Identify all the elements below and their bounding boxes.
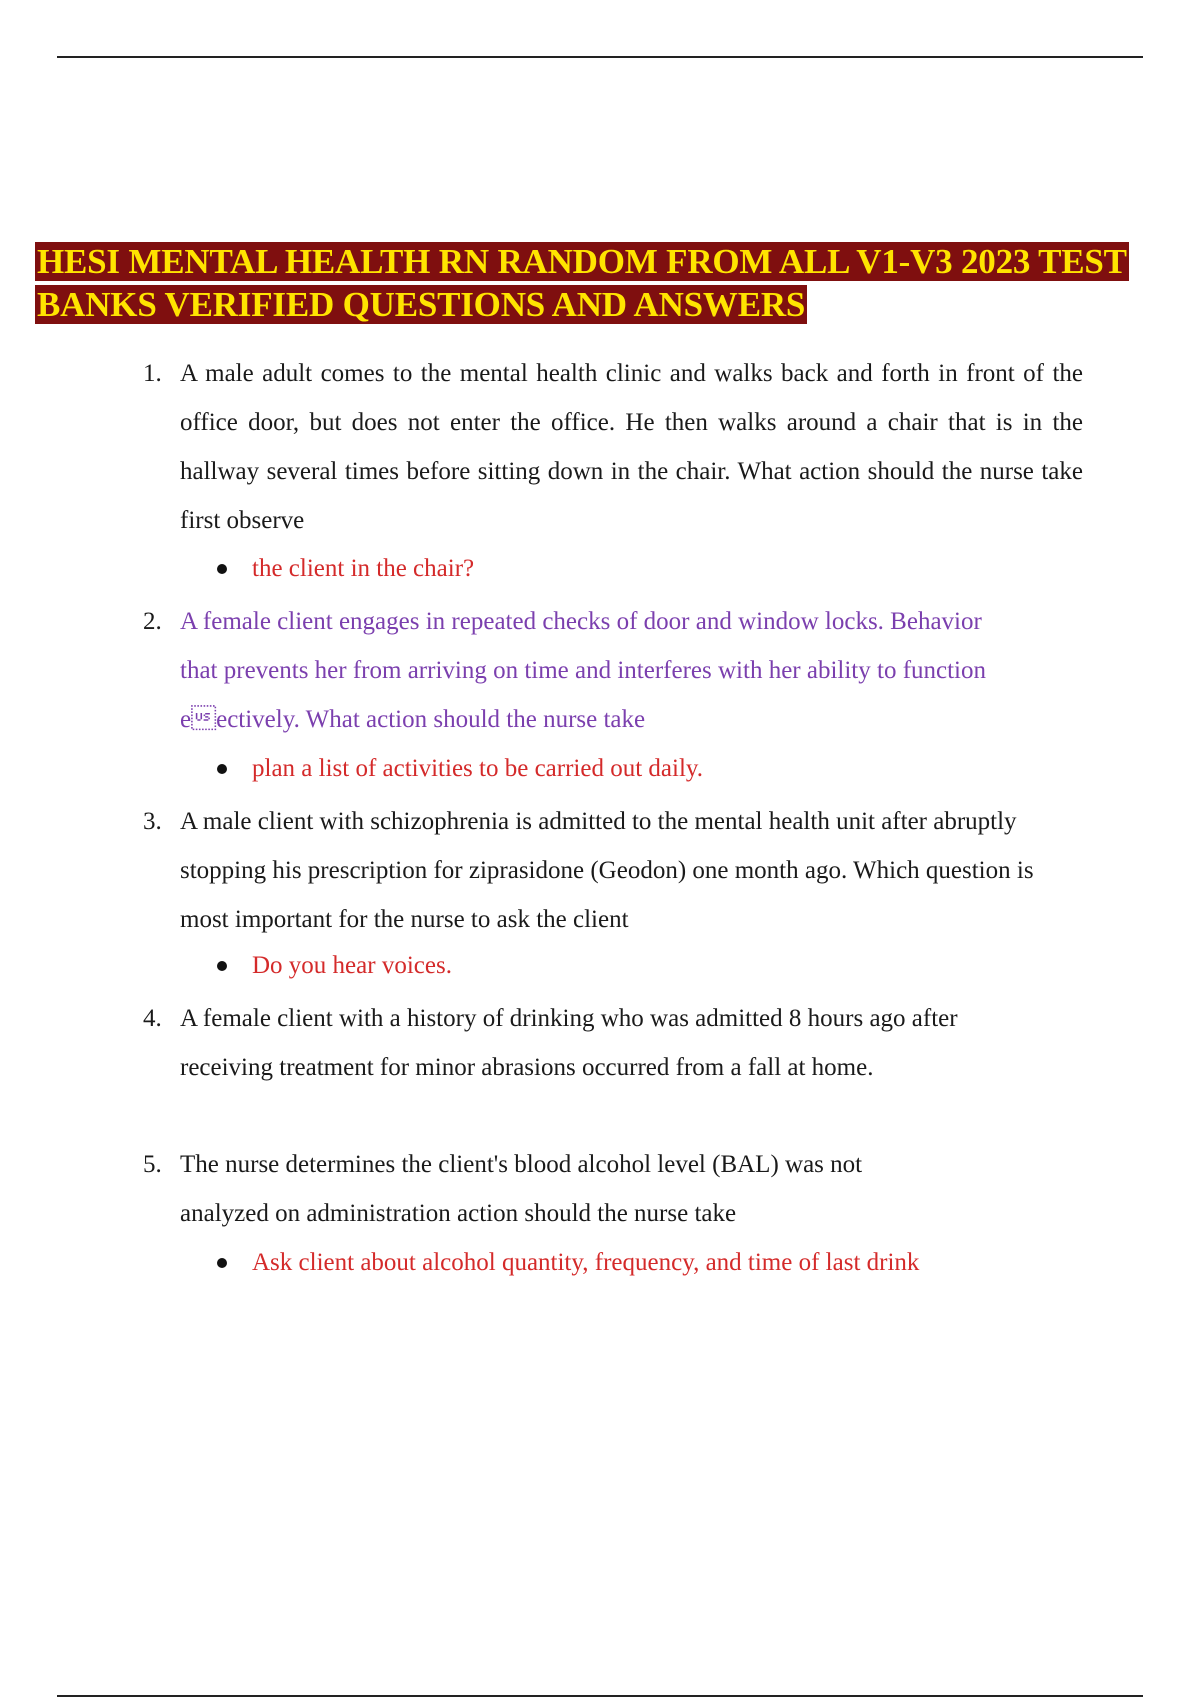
question-text: A female client engages in repeated checks of door and window locks. Behavior that prevents her from arriving on time and interferes with her ability to function e ectively. What action should the nurse take: [180, 608, 987, 733]
header-rule: [57, 56, 1143, 58]
footer-rule: [57, 1695, 1143, 1697]
question-number: 4.: [143, 1005, 162, 1032]
title-line-2: BANKS VERIFIED QUESTIONS AND ANSWERS: [37, 285, 806, 324]
question-text: A male client with schizophrenia is admitted to the mental health unit after abruptly stopping his prescription for ziprasidone (Geodon) one month ago. Which question is most important for the nurse to ask the client: [180, 808, 1034, 933]
question-2: [143, 597, 1023, 744]
question-number: 5.: [143, 1151, 162, 1178]
document-title: [35, 240, 1195, 326]
bullet-icon: [217, 961, 227, 971]
question-5: [143, 1140, 903, 1238]
answer-2: [217, 744, 1097, 793]
question-number: 3.: [143, 808, 162, 835]
question-text: A female client with a history of drinking who was admitted 8 hours ago after receiving treatment for minor abrasions occurred from a fall at home.: [180, 1005, 958, 1081]
title-line-1: HESI MENTAL HEALTH RN RANDOM FROM ALL V1-V3 2023 TEST: [37, 242, 1127, 281]
question-number: 2.: [143, 608, 162, 635]
question-4: [143, 994, 1003, 1092]
answer-5: [217, 1238, 1097, 1287]
bullet-icon: [217, 564, 227, 574]
bullet-icon: [217, 764, 227, 774]
question-1: [143, 349, 1083, 545]
answer-text: Do you hear voices.: [252, 952, 452, 979]
answer-text: Ask client about alcohol quantity, frequency, and time of last drink: [252, 1249, 920, 1276]
question-3: [143, 797, 1058, 944]
question-number: 1.: [143, 360, 162, 387]
answer-text: the client in the chair?: [252, 555, 475, 582]
bullet-icon: [217, 1258, 227, 1268]
question-text: A male adult comes to the mental health clinic and walks back and forth in front of the office door, but does not enter the office. He then walks around a chair that is in the hallway several times before sitting down in the chair. What action should the nurse take first observe: [180, 360, 1083, 534]
answer-1: [217, 544, 1097, 593]
question-text: The nurse determines the client's blood alcohol level (BAL) was not analyzed on administration action should the nurse take: [180, 1151, 863, 1227]
answer-3: [217, 941, 1097, 990]
answer-text: plan a list of activities to be carried out daily.: [252, 755, 704, 782]
